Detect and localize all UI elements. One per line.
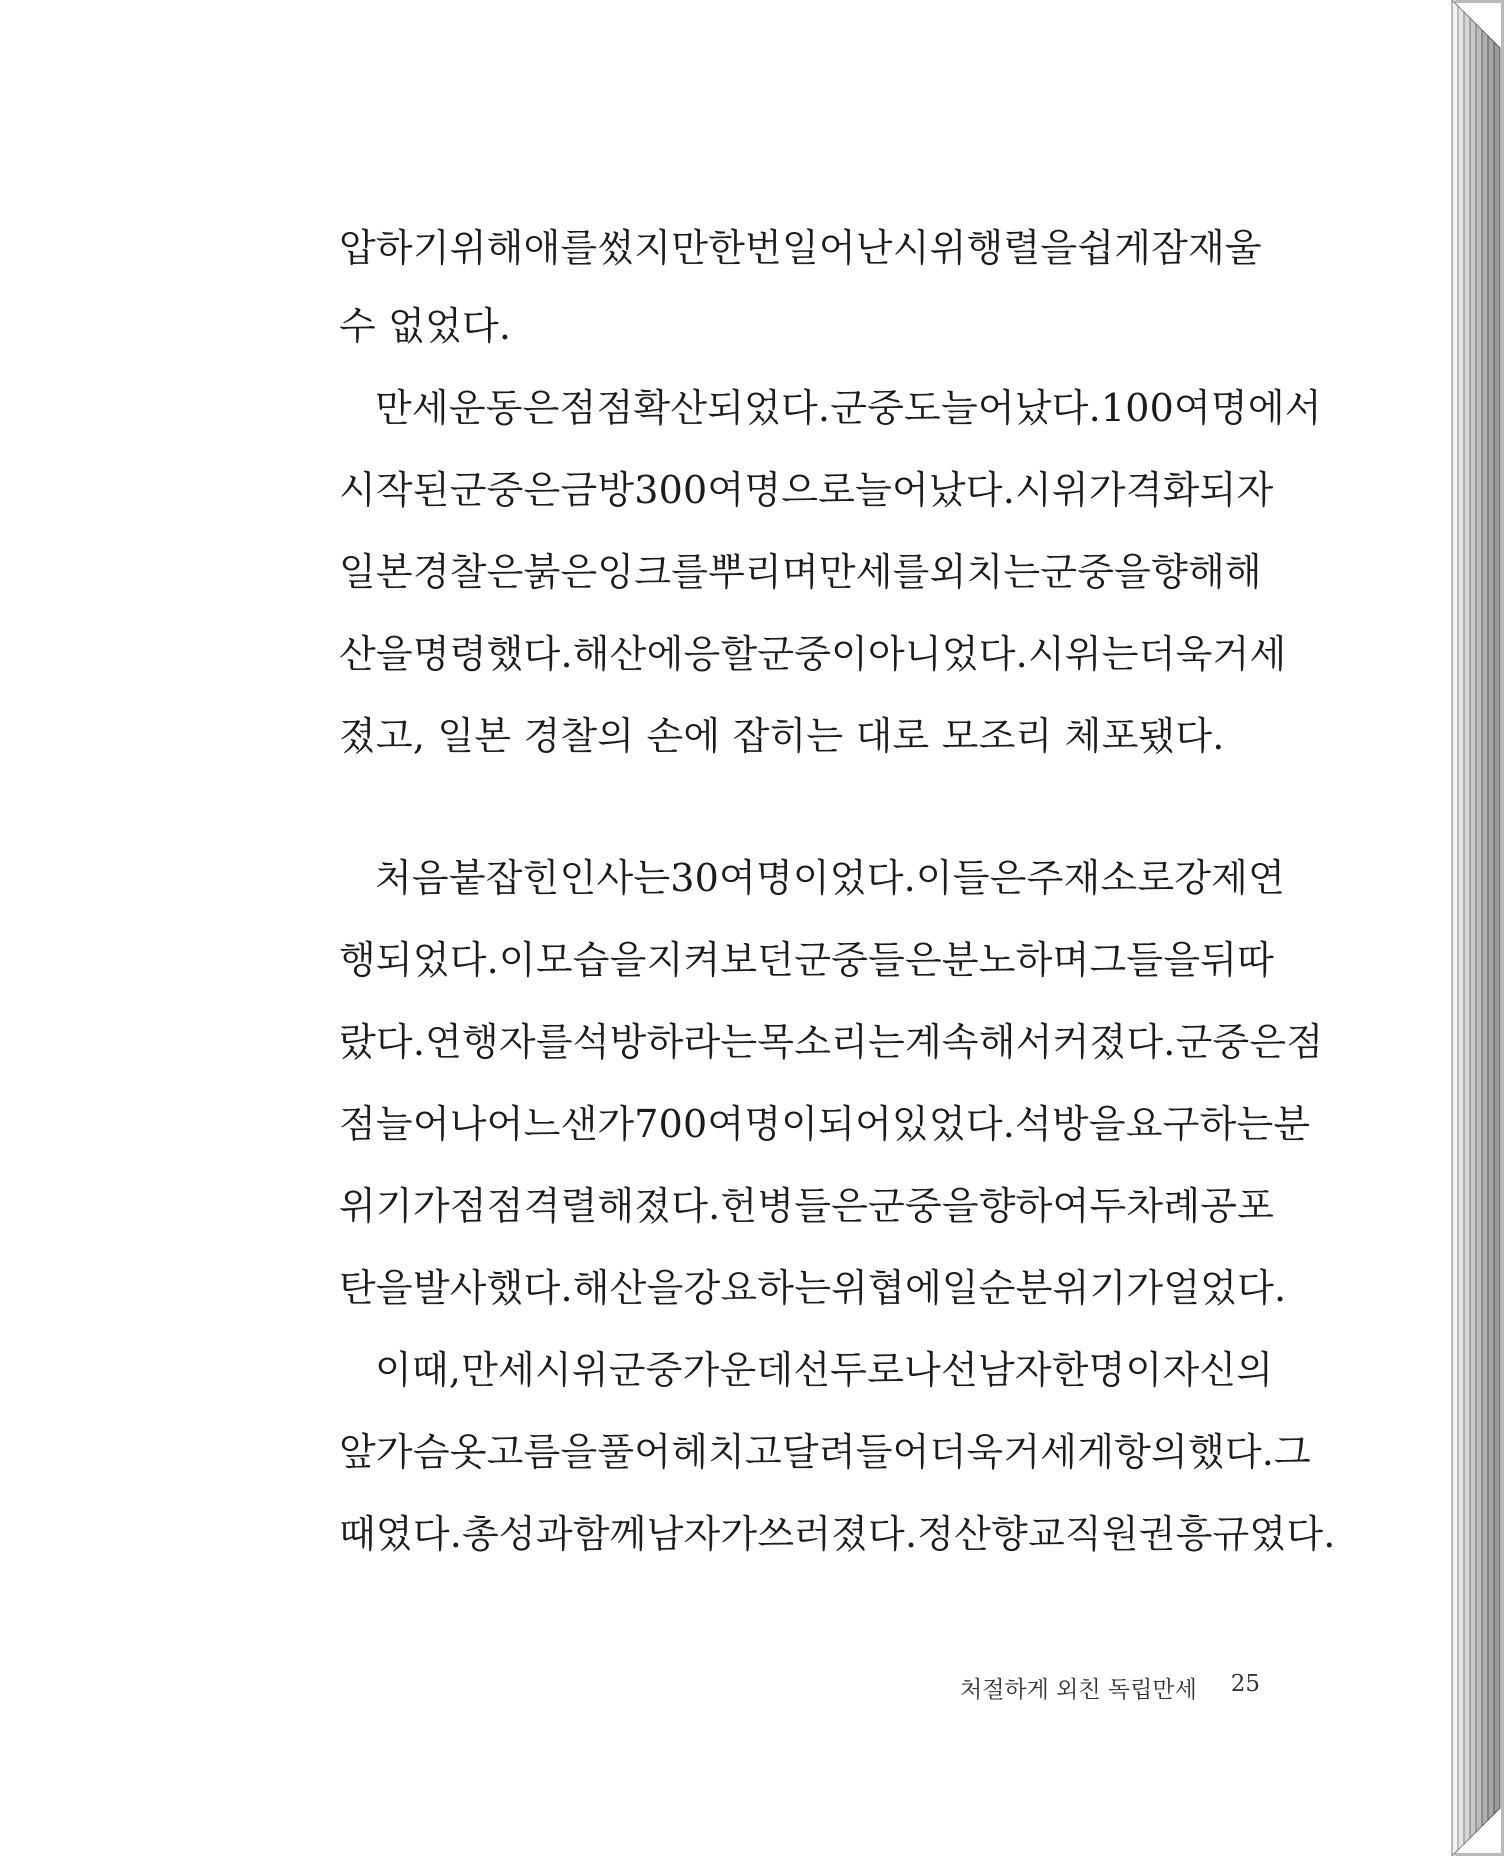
- page-stack-edges: [1448, 0, 1504, 1856]
- word: 군중을: [1040, 550, 1152, 594]
- word: 차례: [1126, 1184, 1201, 1228]
- word: 나선: [904, 1348, 978, 1392]
- text-line: [339, 1182, 1275, 1230]
- word: 해산에: [572, 632, 684, 676]
- word: 선두로: [793, 1348, 905, 1392]
- text-line: [339, 1510, 1336, 1558]
- word: 한: [1051, 1348, 1089, 1392]
- word: 압하기: [339, 226, 450, 270]
- word: 일순: [941, 1266, 1016, 1310]
- word: 아니었다.: [868, 632, 1028, 676]
- word: 격화되자: [1125, 468, 1274, 512]
- word: 해: [1224, 550, 1262, 594]
- word: 일본: [339, 550, 413, 594]
- text-line: [339, 384, 1322, 432]
- word: 군중은: [449, 468, 561, 512]
- word: 이때,: [375, 1348, 462, 1392]
- word: 강제: [1174, 856, 1249, 900]
- word: 분: [1273, 1102, 1311, 1146]
- word: 늘어났다.: [855, 468, 1015, 512]
- word: 위기가: [339, 1184, 450, 1228]
- word: 시위: [892, 226, 967, 270]
- word: 700여: [634, 1102, 745, 1146]
- word: 직원: [1064, 1512, 1139, 1556]
- word: 정산향교: [917, 1512, 1065, 1556]
- word: 지켜보던: [646, 938, 795, 982]
- word: 남자: [977, 1348, 1052, 1392]
- word: 경찰은: [412, 550, 524, 594]
- text-line: [339, 466, 1274, 514]
- word: 잉크를: [597, 550, 709, 594]
- word: 요구하는: [1125, 1102, 1274, 1146]
- word: 위협에: [831, 1266, 942, 1310]
- word: 썼지만: [597, 226, 709, 270]
- word: 명으로: [744, 468, 856, 512]
- word: 헌병들은: [720, 1184, 869, 1228]
- word: 풀어헤치고: [597, 1430, 782, 1474]
- word: 그들을: [1089, 938, 1201, 982]
- page-edges: [1448, 0, 1504, 1856]
- word: 쓰러졌다.: [757, 1512, 918, 1556]
- word: 점: [339, 1102, 376, 1146]
- word: 더욱: [1138, 632, 1213, 676]
- word: 위해: [449, 226, 524, 270]
- word: 산을: [339, 632, 413, 676]
- word: 만세운동은: [375, 386, 560, 430]
- word: 군중도: [830, 386, 941, 430]
- text-line: 졌고, 일본 경찰의 손에 잡히는 대로 모조리 체포됐다.: [339, 714, 1225, 758]
- word: 랐다.: [339, 1020, 426, 1064]
- word: 향하여: [978, 1184, 1090, 1228]
- word: 주재소로: [1026, 856, 1175, 900]
- word: 탄을: [339, 1266, 413, 1310]
- word: 명이: [1088, 1348, 1163, 1392]
- running-footer: [960, 1671, 1260, 1707]
- word: 되어: [818, 1102, 892, 1146]
- word: 목소리는: [757, 1020, 905, 1064]
- text-line: [339, 1346, 1274, 1394]
- word: 얼었다.: [1163, 1266, 1287, 1310]
- word: 시위는: [1027, 632, 1139, 676]
- word: 금방: [560, 468, 635, 512]
- word: 시위가: [1015, 468, 1126, 512]
- word: 발사했다.: [412, 1266, 573, 1310]
- text-line: [339, 1100, 1311, 1148]
- word: 어느샌가: [486, 1102, 635, 1146]
- word: 행되었다.: [339, 938, 499, 982]
- word: 달려들어: [781, 1430, 930, 1474]
- word: 점: [1286, 1020, 1324, 1064]
- word: 행렬을: [966, 226, 1078, 270]
- word: 뒤따: [1200, 938, 1275, 982]
- word: 확산되었다.: [633, 386, 831, 430]
- word: 늘어났다.: [940, 386, 1101, 430]
- word: 커졌다.: [1052, 1020, 1176, 1064]
- word: 모습을: [535, 938, 647, 982]
- word: 두: [1089, 1184, 1127, 1228]
- word: 분노하며: [941, 938, 1090, 982]
- word: 그: [1274, 1430, 1311, 1474]
- word: 석방하라는: [572, 1020, 758, 1064]
- word: 이들은: [915, 856, 1027, 900]
- word: 공포: [1200, 1184, 1275, 1228]
- word: 한번: [708, 226, 782, 270]
- word: 명에서: [1210, 386, 1322, 430]
- word: 시작된: [339, 468, 450, 512]
- text-line: 수 없었다.: [339, 304, 512, 348]
- word: 군중은: [1175, 1020, 1287, 1064]
- word: 일어난: [781, 226, 893, 270]
- word: 명령했다.: [412, 632, 573, 676]
- word: 이: [498, 938, 536, 982]
- running-title: 처절하게 외친 독립만세: [960, 1677, 1197, 1703]
- word: 명이었다.: [755, 856, 916, 900]
- word: 뿌리며: [708, 550, 819, 594]
- page-number: 25: [1230, 1671, 1260, 1697]
- word: 점점: [449, 1184, 524, 1228]
- text-line: [339, 936, 1275, 984]
- word: 100여: [1100, 386, 1211, 430]
- word: 붙잡힌: [448, 856, 560, 900]
- word: 연: [1248, 856, 1286, 900]
- word: 함께: [572, 1512, 647, 1556]
- word: 계속해서: [904, 1020, 1053, 1064]
- word: 인사는: [559, 856, 671, 900]
- word: 거세: [1212, 632, 1287, 676]
- word: 늘어나: [375, 1102, 487, 1146]
- word: 더욱: [929, 1430, 1004, 1474]
- word: 분위기가: [1015, 1266, 1164, 1310]
- word: 총성과: [462, 1512, 573, 1556]
- word: 잠재울: [1151, 226, 1262, 270]
- word: 30여: [670, 856, 756, 900]
- word: 만세시위: [461, 1348, 609, 1392]
- word: 애를: [523, 226, 598, 270]
- text-line: [339, 1428, 1311, 1476]
- word: 권흥규였다.: [1138, 1512, 1336, 1556]
- word: 옷고름을: [449, 1430, 598, 1474]
- text-line: [339, 1264, 1287, 1312]
- text-line: [339, 854, 1286, 902]
- word: 때였다.: [339, 1512, 463, 1556]
- word: 격렬해졌다.: [523, 1184, 721, 1228]
- word: 가운데: [682, 1348, 794, 1392]
- text-line: [339, 1018, 1324, 1066]
- word: 있었다.: [892, 1102, 1016, 1146]
- word: 해산을: [572, 1266, 684, 1310]
- text-line: [339, 548, 1262, 596]
- word: 쉽게: [1077, 226, 1152, 270]
- text-line: [339, 224, 1262, 272]
- text-line: [339, 630, 1287, 678]
- word: 항의했다.: [1114, 1430, 1275, 1474]
- word: 군중이: [757, 632, 869, 676]
- word: 군중을: [868, 1184, 979, 1228]
- word: 처음: [375, 856, 449, 900]
- word: 향해: [1151, 550, 1225, 594]
- word: 외치는: [929, 550, 1041, 594]
- word: 자신의: [1162, 1348, 1274, 1392]
- word: 명이: [744, 1102, 819, 1146]
- word: 군중들은: [794, 938, 942, 982]
- word: 점점: [559, 386, 634, 430]
- word: 연행자를: [425, 1020, 573, 1064]
- word: 남자가: [646, 1512, 758, 1556]
- word: 군중: [608, 1348, 683, 1392]
- word: 응할: [683, 632, 758, 676]
- word: 만세를: [818, 550, 930, 594]
- word: 강요하는: [683, 1266, 832, 1310]
- word: 거세게: [1003, 1430, 1115, 1474]
- word: 앞가슴: [339, 1430, 450, 1474]
- word: 붉은: [523, 550, 598, 594]
- word: 300여: [634, 468, 745, 512]
- word: 석방을: [1015, 1102, 1126, 1146]
